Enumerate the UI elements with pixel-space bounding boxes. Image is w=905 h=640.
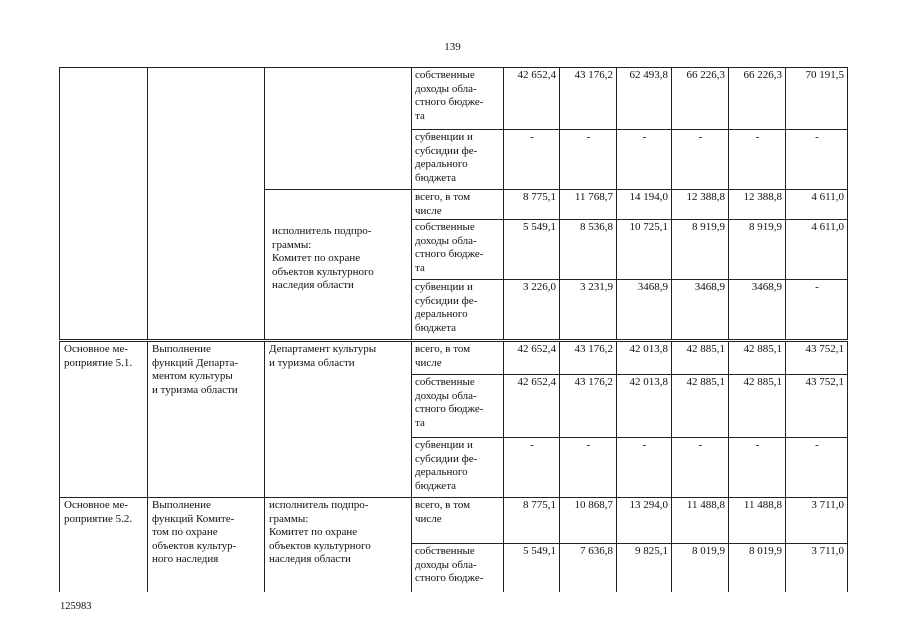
value-cell: 3468,9 (672, 280, 729, 340)
value-cell: - (617, 130, 672, 190)
value-cell: 43 176,2 (560, 375, 617, 438)
value-cell: 4 611,0 (786, 220, 848, 280)
value-cell: - (786, 280, 848, 340)
value-cell: 9 825,1 (617, 544, 672, 592)
value-cell: 10 725,1 (617, 220, 672, 280)
value-cell: - (786, 438, 848, 498)
value-cell: 43 752,1 (786, 342, 848, 375)
value-cell: 13 294,0 (617, 498, 672, 544)
value-cell: - (560, 130, 617, 190)
document-code: 125983 (60, 601, 92, 612)
funding-source-cell: всего, в том числе (412, 190, 504, 220)
funding-source-cell: субвенции и субсидии фе- дерального бюджета (412, 280, 504, 340)
value-cell: 4 611,0 (786, 190, 848, 220)
value-cell: 14 194,0 (617, 190, 672, 220)
value-cell: 3468,9 (729, 280, 786, 340)
value-cell: 7 636,8 (560, 544, 617, 592)
value-cell: 5 549,1 (504, 544, 560, 592)
funding-source-cell: собственные доходы обла- стного бюдже- та (412, 375, 504, 438)
value-cell: 3 711,0 (786, 544, 848, 592)
value-cell: 43 176,2 (560, 68, 617, 130)
value-cell: - (786, 130, 848, 190)
value-cell: 8 775,1 (504, 190, 560, 220)
value-cell: 42 013,8 (617, 375, 672, 438)
value-cell: 5 549,1 (504, 220, 560, 280)
table-row (60, 68, 848, 130)
value-cell: 43 752,1 (786, 375, 848, 438)
executor-cell: Департамент культуры и туризма области (265, 342, 412, 498)
funding-source-cell: всего, в том числе (412, 498, 504, 544)
value-cell: - (729, 438, 786, 498)
value-cell: - (672, 130, 729, 190)
value-cell: - (504, 130, 560, 190)
value-cell: - (729, 130, 786, 190)
value-cell: 62 493,8 (617, 68, 672, 130)
value-cell: 3 226,0 (504, 280, 560, 340)
value-cell: - (504, 438, 560, 498)
value-cell: 42 885,1 (729, 342, 786, 375)
heritage-executor-text: исполнитель подпро- граммы: Комитет по охране объектов культурного наследия области (272, 225, 374, 291)
measure-cell: Основное ме- роприятие 5.1. (60, 342, 148, 498)
value-cell: - (617, 438, 672, 498)
measure-cell: Основное ме- роприятие 5.2. (60, 498, 148, 592)
value-cell: 42 652,4 (504, 342, 560, 375)
value-cell: 8 019,9 (729, 544, 786, 592)
budget-table (59, 67, 848, 340)
value-cell: 43 176,2 (560, 342, 617, 375)
value-cell: 11 488,8 (672, 498, 729, 544)
value-cell: 12 388,8 (729, 190, 786, 220)
executor-cell (265, 68, 412, 190)
value-cell: 66 226,3 (672, 68, 729, 130)
value-cell: 42 885,1 (672, 342, 729, 375)
value-cell: 70 191,5 (786, 68, 848, 130)
value-cell: 11 488,8 (729, 498, 786, 544)
value-cell: 42 013,8 (617, 342, 672, 375)
value-cell: 8 919,9 (729, 220, 786, 280)
value-cell: 10 868,7 (560, 498, 617, 544)
value-cell: 8 775,1 (504, 498, 560, 544)
page-number: 139 (444, 41, 461, 53)
funding-source-cell: собственные доходы обла- стного бюдже- та (412, 220, 504, 280)
value-cell: - (560, 438, 617, 498)
value-cell: 42 652,4 (504, 375, 560, 438)
value-cell: 42 652,4 (504, 68, 560, 130)
value-cell: 42 885,1 (672, 375, 729, 438)
value-cell: 3 231,9 (560, 280, 617, 340)
title-cell: Выполнение функций Департа- ментом культуры и туризма области (148, 342, 265, 498)
funding-source-cell: собственные доходы обла- стного бюдже- та (412, 68, 504, 130)
funding-source-cell: субвенции и субсидии фе- дерального бюджета (412, 438, 504, 498)
measures-table (59, 341, 848, 592)
funding-source-cell: собственные доходы обла- стного бюдже- (412, 544, 504, 592)
title-cell (148, 68, 265, 340)
value-cell: 12 388,8 (672, 190, 729, 220)
value-cell: 3468,9 (617, 280, 672, 340)
value-cell: 66 226,3 (729, 68, 786, 130)
value-cell: 11 768,7 (560, 190, 617, 220)
table-row (60, 498, 848, 544)
value-cell: - (672, 438, 729, 498)
funding-source-cell: субвенции и субсидии фе- дерального бюджета (412, 130, 504, 190)
value-cell: 8 019,9 (672, 544, 729, 592)
funding-source-cell: всего, в том числе (412, 342, 504, 375)
measure-cell (60, 68, 148, 340)
value-cell: 8 919,9 (672, 220, 729, 280)
value-cell: 3 711,0 (786, 498, 848, 544)
title-cell: Выполнение функций Комите- том по охране объектов культур- ного наследия (148, 498, 265, 592)
table-row (60, 342, 848, 375)
value-cell: 8 536,8 (560, 220, 617, 280)
executor-cell: исполнитель подпро- граммы: Комитет по охране объектов культурного наследия области (265, 498, 412, 592)
value-cell: 42 885,1 (729, 375, 786, 438)
